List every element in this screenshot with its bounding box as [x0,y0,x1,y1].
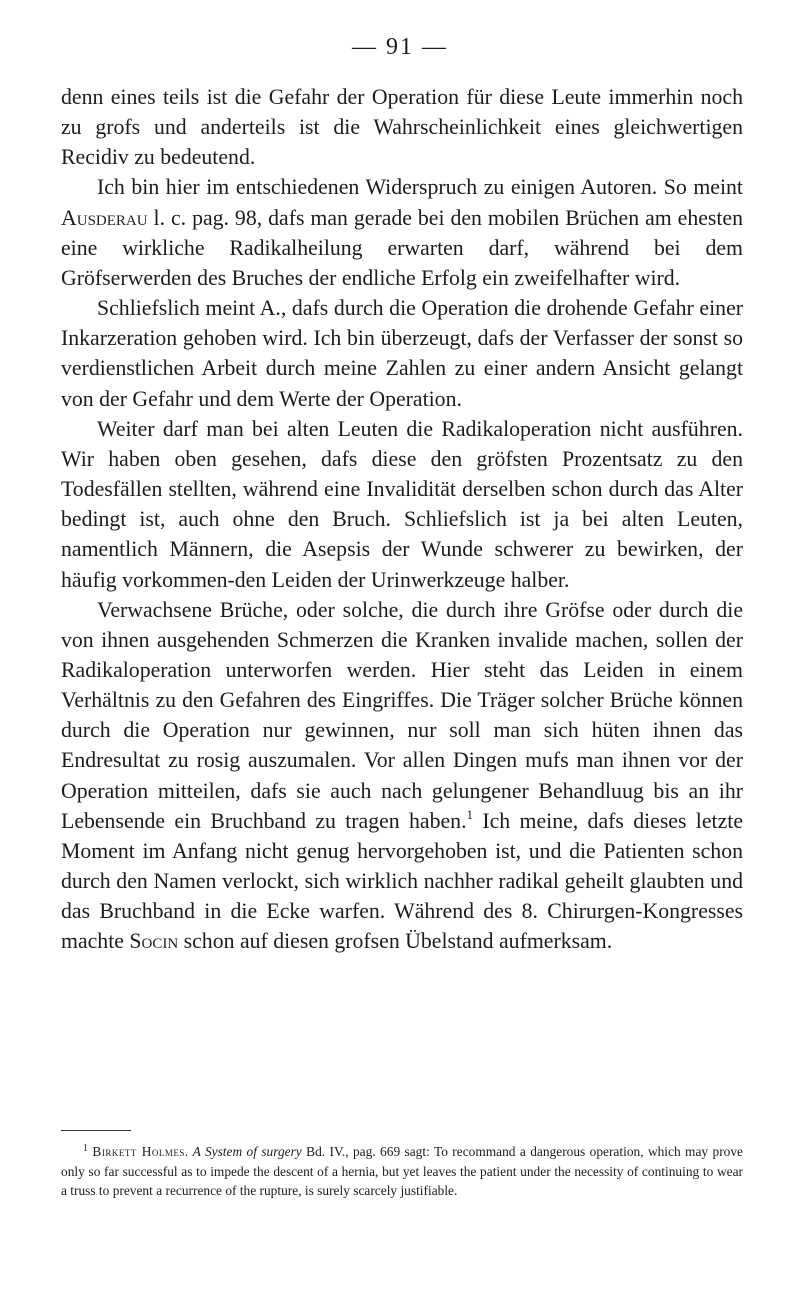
footnote-marker: 1 [466,806,474,822]
paragraph [61,293,743,414]
paragraph [61,82,743,172]
page-number: — 91 — [352,34,448,60]
text-run: Schliefslich meint A., dafs durch die Operation die drohende Gefahr einer Inkarzeration gehoben wird. Ich bin überzeugt, dafs der Verfasser der sonst so verdienstlichen Arbeit durch meine Zahlen zu einer andern Ansicht gelangt von der Gefahr und dem Werte der Operation. [61,296,743,411]
footnote [61,1142,743,1201]
text-run: Verwachsene Brüche, oder solche, die durch ihre Gröfse oder durch die von ihnen ausgehenden Schmerzen die Kranken invalide machen, sollen der Radikaloperation unterworfen werden. Hier steht das Leiden in einem Verhältnis zu den Gefahren des Eingriffes. Die Träger solcher Brüche können durch die Operation nur gewinnen, nur soll man sich hüten ihnen das Endresultat zu rosig auszumalen. Vor allen Dingen mufs man ihnen vor der Operation mitteilen, dafs sie auch nach gelungener Behandluug bis an ihr Lebensende ein Bruchband zu tragen haben. [61,597,743,833]
book-title: A System of surgery [192,1144,302,1159]
paragraph [61,414,743,595]
paragraph [61,595,743,957]
text-run: Ich bin hier im entschiedenen Widerspruch zu einigen Autoren. So meint [97,175,743,200]
footnote-marker: 1 [83,1143,88,1154]
text-run: Weiter darf man bei alten Leuten die Radikaloperation nicht ausführen. Wir haben oben gesehen, dafs diese den gröfsten Prozentsatz zu den Todesfällen stellten, während eine Invalidität derselben schon durch das Alter bedingt ist, auch ohne den Bruch. Schliefslich ist ja bei alten Leuten, namentlich Männern, die Asepsis der Wunde schwerer zu bewirken, der häufig vorkommen-den Leiden der Urinwerkzeuge halber. [61,416,743,592]
text-run: l. c. pag. 98, dafs man gerade bei den mobilen Brüchen am ehesten eine wirkliche Radikalheilung erwarten darf, während bei dem Gröfserwerden des Bruches der endliche Erfolg ein zweifelhafter wird. [61,205,743,290]
text-run: schon auf diesen grofsen Übelstand aufmerksam. [178,929,613,954]
author-name: Birkett Holmes [92,1144,185,1159]
text-run: Ich meine, dafs dieses letzte Moment im Anfang nicht genug hervorgehoben ist, und die Patienten schon durch den Namen verlockt, sich wirklich nachher radikal geheilt glaubten und das Bruchband in die Ecke warfen. Während des 8. Chirurgen-Kongresses machte [61,808,743,954]
author-name: Ausderau [61,205,148,230]
text-run: . [184,1144,193,1159]
paragraph [61,172,743,293]
body-text [61,82,743,957]
text-run: Bd. IV., pag. 669 sagt: To recommand a dangerous operation, which may prove only so far successful as to impede the descent of a hernia, but yet leaves the patient under the necessity of continuing to wear a truss to prevent a recurrence of the rupture, is surely scarcely justifiable. [61,1144,743,1198]
footnote-divider [61,1130,131,1131]
author-name: Socin [129,929,179,954]
text-run: denn eines teils ist die Gefahr der Operation für diese Leute immerhin noch zu grofs und anderteils ist die Wahrscheinlichkeit eines gleichwertigen Recidiv zu bedeutend. [61,85,743,170]
